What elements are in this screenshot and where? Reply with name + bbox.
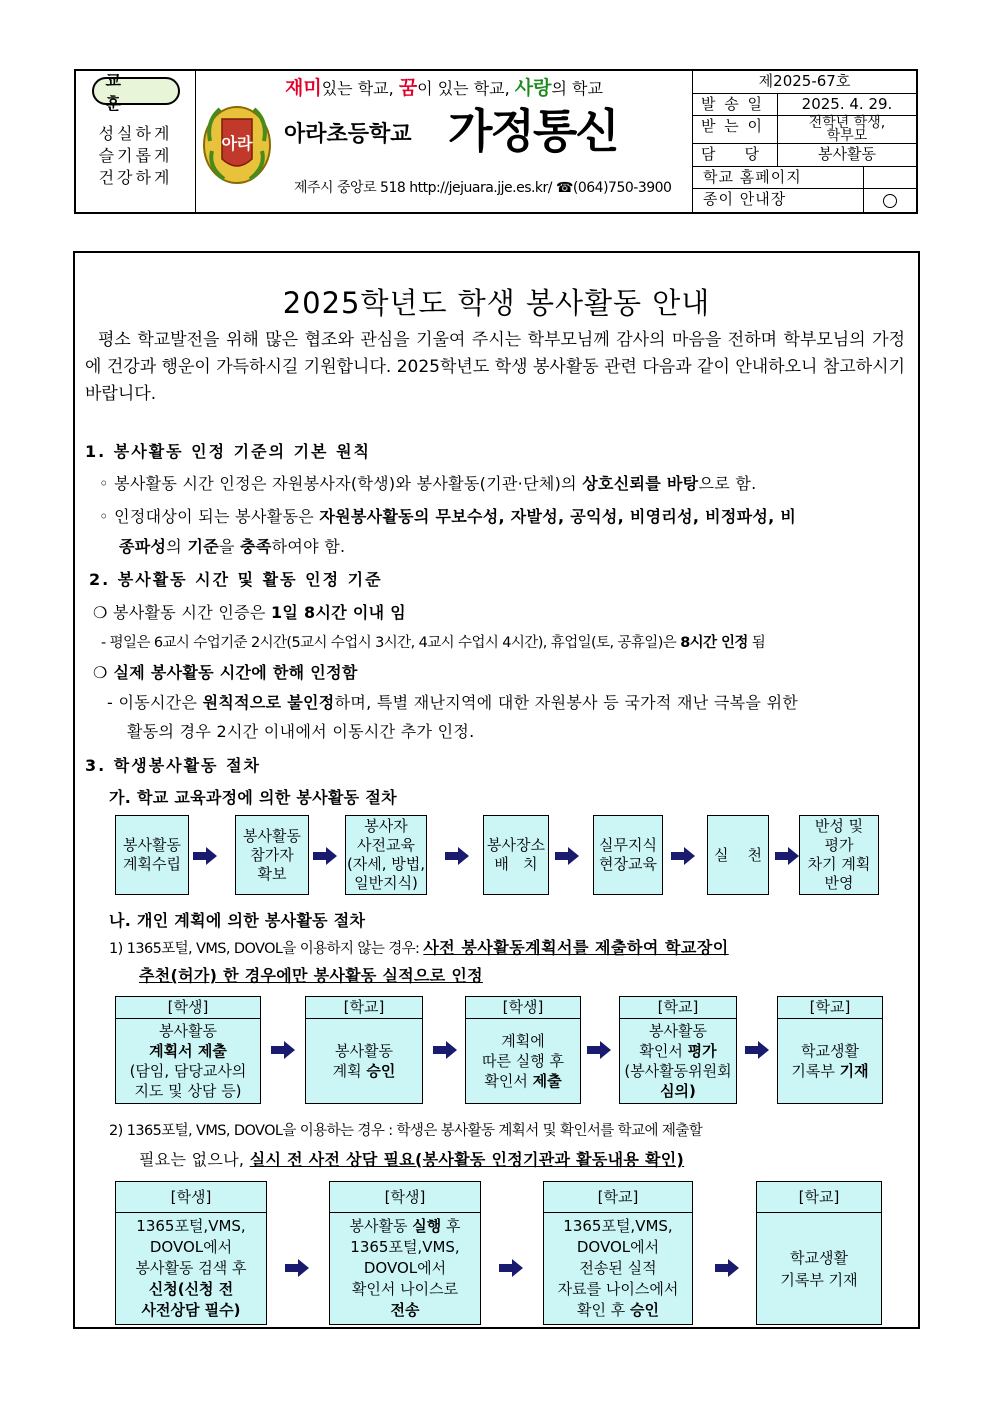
flow-step-text xyxy=(347,817,425,893)
flow-step-actor: [학생] xyxy=(466,997,580,1019)
text: 일반지식) xyxy=(354,874,418,892)
text: 봉사활동 xyxy=(123,836,181,854)
slogan-word-fun: 재미 xyxy=(285,77,322,99)
text: 봉사자 xyxy=(364,817,408,835)
text: 하며, 특별 재난지역에 대한 자원봉사 등 국가적 재난 극복을 위한 xyxy=(334,693,799,712)
slogan-text: 이 있는 학교, xyxy=(417,79,515,98)
text: 평가 xyxy=(824,836,854,854)
flow-step-body xyxy=(330,1213,480,1324)
text: 반성 및 xyxy=(814,817,864,835)
flow-b-step-5 xyxy=(777,996,883,1104)
text: 계획에 xyxy=(501,1032,545,1050)
document-title: 2025학년도 학생 봉사활동 안내 xyxy=(282,286,711,320)
text: - 평일은 6교시 수업기준 2시간(5교시 수업시 3시간, 4교시 수업시 4시간), 휴업일(토, 공휴일)은 xyxy=(101,635,681,651)
flow-step-actor: [학교] xyxy=(620,997,736,1019)
right-arrow-icon xyxy=(715,1259,739,1277)
text: 사전상담 필수) xyxy=(141,1301,241,1319)
school-logo-icon xyxy=(202,101,272,185)
logo-text: 아라 xyxy=(221,134,253,153)
flow-step-body xyxy=(544,1213,692,1324)
newsletter-header xyxy=(74,69,918,214)
flow-step-text xyxy=(487,836,545,874)
paper-notice-label: 종이 안내장 xyxy=(693,189,864,212)
subsection-ga: 가. 학교 교육과정에 의한 봉사활동 절차 xyxy=(109,788,397,807)
flow-step-body xyxy=(116,1213,266,1324)
flow-b-step-1 xyxy=(115,996,261,1104)
text: (봉사활동위원회 xyxy=(624,1062,732,1080)
motto-badge: 교 훈 xyxy=(92,77,180,105)
text: 상호신뢰를 바탕 xyxy=(582,474,699,493)
right-arrow-icon xyxy=(285,1259,309,1277)
text: 으로 함. xyxy=(698,474,757,493)
text: 지도 및 상담 등) xyxy=(134,1082,242,1100)
text: 1일 8시간 이내 임 xyxy=(271,603,407,622)
text: 8시간 인정 xyxy=(680,635,748,651)
recipient-value xyxy=(778,116,916,143)
section-3-heading: 3. 학생봉사활동 절차 xyxy=(85,756,261,775)
text: 1365포털,VMS, xyxy=(563,1217,673,1235)
text: 따른 실행 후 xyxy=(482,1052,564,1070)
text: 제출 xyxy=(532,1072,562,1090)
text: 학교생활 xyxy=(801,1042,859,1060)
section-2-bullet-2: ❍ 실제 봉사활동 시간에 한해 인정함 xyxy=(93,663,358,682)
text: 자료를 나이스에서 xyxy=(557,1280,679,1298)
title-column xyxy=(196,71,692,212)
text xyxy=(558,1300,679,1321)
flow-step-text xyxy=(243,827,301,884)
charge-label: 담 당 xyxy=(693,144,778,166)
text: 필요는 없으나, xyxy=(139,1150,250,1169)
school-name: 아라초등학교 xyxy=(284,122,412,147)
paper-notice-check xyxy=(864,189,916,212)
section-2-bullet-1 xyxy=(93,600,406,623)
flow-step-text xyxy=(714,846,762,865)
section-1-heading: 1. 봉사활동 인정 기준의 기본 원칙 xyxy=(85,442,371,461)
text: 계획수립 xyxy=(123,855,181,873)
document-number: 제2025-67호 xyxy=(758,72,851,90)
text: 자원봉사활동의 무보수성, 자발성, 공익성, 비영리성, 비정파성, 비 xyxy=(319,507,797,526)
text: 하여야 함. xyxy=(271,537,346,556)
flow-a-step-3 xyxy=(345,815,427,895)
text xyxy=(482,1071,564,1091)
text: 평가 xyxy=(687,1042,717,1060)
homepage-label: 학교 홈페이지 xyxy=(693,167,864,189)
text: DOVOL에서 xyxy=(363,1259,447,1277)
flow-step-body xyxy=(116,1019,260,1103)
info-table xyxy=(692,71,916,212)
right-arrow-icon xyxy=(271,1041,295,1059)
flow-step-actor: [학교] xyxy=(778,997,882,1019)
text: 참가자 xyxy=(250,845,294,864)
flow-step-text xyxy=(599,836,657,874)
text: 차기 계획 xyxy=(807,855,871,873)
flow-step-actor: [학교] xyxy=(544,1182,692,1213)
flow-a-step-1 xyxy=(115,815,189,895)
text: 배 치 xyxy=(494,855,538,873)
text: 실행 xyxy=(412,1217,442,1235)
text: 기록부 기재 xyxy=(780,1270,858,1289)
flow-step-body xyxy=(306,1019,422,1103)
sent-date-label: 발 송 일 xyxy=(693,94,778,116)
section-2-heading: 2. 봉사활동 시간 및 활동 인정 기준 xyxy=(89,570,383,589)
text: 봉사활동 xyxy=(649,1022,707,1040)
right-arrow-icon xyxy=(499,1259,523,1277)
flow-b-step-3 xyxy=(465,996,581,1104)
text: ◦ 봉사활동 시간 인정은 자원봉사자(학생)와 봉사활동(기관·단체)의 xyxy=(99,474,583,493)
text: 기재 xyxy=(839,1062,869,1080)
flow-step-actor: [학생] xyxy=(330,1182,480,1213)
flow-step-body xyxy=(757,1213,881,1324)
motto-line: 슬기롭게 xyxy=(98,146,173,165)
text: 승인 xyxy=(366,1062,396,1080)
text: 계획 xyxy=(332,1062,367,1080)
text xyxy=(350,1216,461,1237)
flow-b-step-2 xyxy=(305,996,423,1104)
text: 심의) xyxy=(660,1082,696,1100)
text: 실무지식 xyxy=(599,836,657,854)
text: 실 천 xyxy=(713,845,763,864)
subsection-na: 나. 개인 계획에 의한 봉사활동 절차 xyxy=(109,911,366,930)
text: DOVOL에서 xyxy=(576,1238,660,1256)
text: 의 xyxy=(166,537,188,556)
text: 반영 xyxy=(824,874,854,892)
text: 봉사활동 xyxy=(349,1217,413,1235)
flow-step-actor: [학생] xyxy=(116,1182,266,1213)
flow-step-body xyxy=(778,1019,882,1103)
text: 신청(신청 전 xyxy=(148,1280,234,1298)
newsletter-name: 가정통신 xyxy=(448,104,618,158)
slogan-word-love: 사랑 xyxy=(514,77,552,99)
text: 사전교육 xyxy=(357,836,415,854)
text: 계획서 제출 xyxy=(149,1042,227,1060)
text: 전송 xyxy=(390,1301,420,1319)
text: - 이동시간은 xyxy=(107,693,203,712)
flow-step-actor: [학생] xyxy=(116,997,260,1019)
text: 1365포털,VMS, xyxy=(350,1238,460,1256)
text: 현장교육 xyxy=(599,855,657,873)
flow-b-step-4 xyxy=(619,996,737,1104)
intro-paragraph: 평소 학교발전을 위해 많은 협조와 관심을 기울여 주시는 학부모님께 감사의 마음을 전하며 학부모님의 가정에 건강과 행운이 가득하시길 기원합니다. 2025학년도 학생 봉사활동 관련 다음과 같이 안내하오니 참고하시기 바랍니다. xyxy=(85,330,911,404)
right-arrow-icon xyxy=(745,1041,769,1059)
text: ◦ 인정대상이 되는 봉사활동은 xyxy=(99,507,320,526)
text: 확인서 나이스로 xyxy=(351,1280,459,1298)
school-address: 제주시 중앙로 518 http://jejuara.jje.es.kr/ ☎(064)750-3900 xyxy=(294,180,672,196)
text: 봉사활동 xyxy=(335,1042,393,1060)
motto-lines xyxy=(99,123,173,189)
homepage-check xyxy=(864,167,916,189)
text: (자세, 방법, xyxy=(346,855,426,873)
text: 학교생활 xyxy=(790,1248,848,1267)
flow-step-body xyxy=(466,1019,580,1103)
text: 원칙적으로 불인정 xyxy=(202,693,335,712)
text: 충족 xyxy=(240,537,272,556)
document-body xyxy=(73,251,920,1329)
text: 됨 xyxy=(747,635,766,651)
text: 1) 1365포털, VMS, DOVOL을 이용하지 않는 경우: xyxy=(109,941,424,957)
text: 봉사장소 xyxy=(487,836,545,854)
flow-a-step-7 xyxy=(799,815,879,895)
recipient-line: 전학년 학생, xyxy=(808,115,886,132)
text: 봉사활동 xyxy=(243,826,301,845)
flow-a-step-5 xyxy=(593,815,663,895)
text: 확보 xyxy=(257,864,287,883)
text: 1365포털,VMS, xyxy=(136,1217,246,1235)
text: 실시 전 사전 상담 필요(봉사활동 인정기관과 활동내용 확인) xyxy=(249,1150,685,1169)
right-arrow-icon xyxy=(671,847,695,865)
text: 확인서 xyxy=(484,1072,533,1090)
text: DOVOL에서 xyxy=(149,1238,233,1256)
right-arrow-icon xyxy=(555,847,579,865)
text: 확인 후 xyxy=(576,1301,630,1319)
text: 을 xyxy=(218,537,241,556)
text xyxy=(791,1061,868,1081)
slogan-text: 있는 학교, xyxy=(321,79,399,98)
text: 기록부 xyxy=(791,1062,840,1080)
text xyxy=(624,1041,731,1061)
flow-c-step-4 xyxy=(756,1181,882,1325)
text: (담임, 담당교사의 xyxy=(129,1062,247,1080)
text: 기준 xyxy=(187,537,219,556)
recipient-label: 받 는 이 xyxy=(693,116,778,143)
section-1-point-2-cont xyxy=(119,534,345,557)
flow-a-step-2 xyxy=(235,815,309,895)
section-1-point-1 xyxy=(99,471,756,494)
flow-a-step-6 xyxy=(707,815,769,895)
text: 후 xyxy=(441,1217,461,1235)
right-arrow-icon xyxy=(313,847,337,865)
right-arrow-icon xyxy=(193,847,217,865)
right-arrow-icon xyxy=(775,847,799,865)
case-2-text: 2) 1365포털, VMS, DOVOL을 이용하는 경우 : 학생은 봉사활동 계획서 및 확인서를 학교에 제출할 xyxy=(109,1123,703,1139)
slogan-text: 의 학교 xyxy=(551,79,603,98)
flow-c-step-2 xyxy=(329,1181,481,1325)
motto-line: 성실하게 xyxy=(98,124,173,143)
section-1-point-2 xyxy=(99,504,796,527)
section-2-detail-2-cont: 활동의 경우 2시간 이내에서 이동시간 추가 인정. xyxy=(127,722,475,741)
text: 종파성 xyxy=(119,537,167,556)
text: 봉사활동 검색 후 xyxy=(135,1259,247,1277)
right-arrow-icon xyxy=(445,847,469,865)
text: 승인 xyxy=(630,1301,659,1319)
flow-step-actor: [학교] xyxy=(306,997,422,1019)
motto-column xyxy=(76,71,196,212)
slogan-word-dream: 꿈 xyxy=(398,77,418,99)
section-2-detail-2 xyxy=(107,690,798,713)
text: 전송된 실적 xyxy=(579,1259,657,1277)
text xyxy=(333,1061,396,1081)
right-arrow-icon xyxy=(587,1041,611,1059)
flow-a-step-4 xyxy=(483,815,549,895)
charge-value: 봉사활동 xyxy=(818,145,876,164)
flow-step-text xyxy=(808,817,871,893)
section-2-detail-1 xyxy=(101,631,765,652)
text: 봉사활동 xyxy=(159,1022,217,1040)
flow-step-actor: [학교] xyxy=(757,1182,881,1213)
case-1-text-cont: 추천(허가) 한 경우에만 봉사활동 실적으로 인정 xyxy=(139,966,483,985)
flow-step-text xyxy=(123,836,181,874)
sent-date-value: 2025. 4. 29. xyxy=(801,94,893,113)
case-1-text xyxy=(109,935,729,958)
motto-line: 건강하게 xyxy=(98,168,173,187)
flow-step-body xyxy=(620,1019,736,1103)
flow-c-step-3 xyxy=(543,1181,693,1325)
circle-mark-icon xyxy=(883,194,897,208)
case-2-text-cont xyxy=(139,1147,684,1170)
text: 사전 봉사활동계획서를 제출하여 학교장이 xyxy=(423,938,729,957)
recipient-line: 학부모 xyxy=(826,128,868,145)
text: ❍ 봉사활동 시간 인증은 xyxy=(93,603,271,622)
text: 확인서 xyxy=(639,1042,688,1060)
flow-c-step-1 xyxy=(115,1181,267,1325)
right-arrow-icon xyxy=(433,1041,457,1059)
